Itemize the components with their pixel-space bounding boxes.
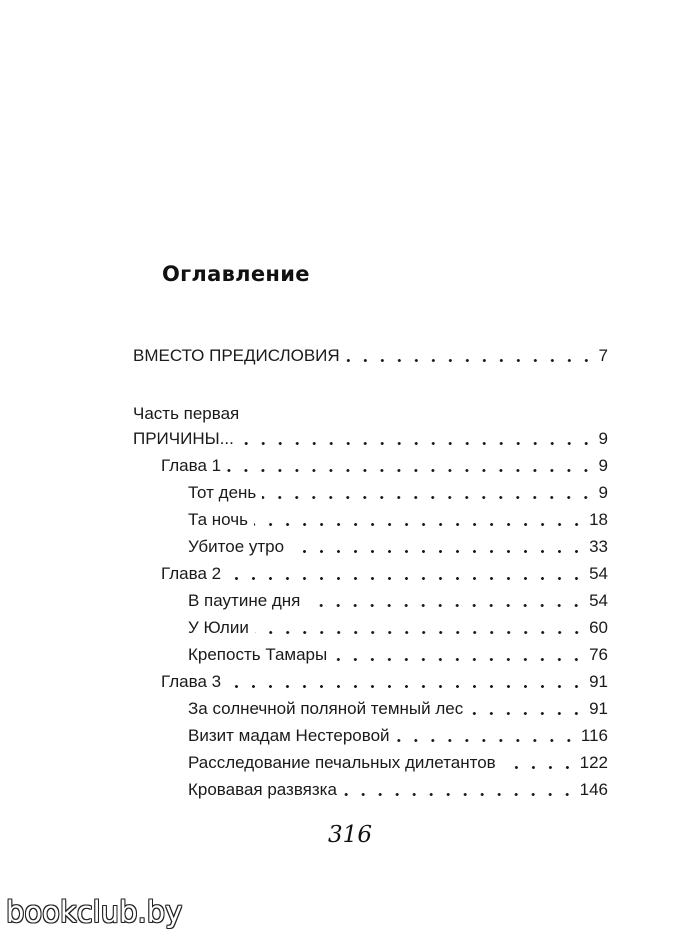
toc-entry-label: Расследование печальных дилетантов: [188, 753, 496, 772]
toc-entry-section: [188, 779, 608, 801]
toc-entry-chapter: [161, 563, 608, 585]
toc-entry-chapter: [161, 671, 608, 693]
toc-entry-label: У Юлии: [188, 618, 249, 637]
toc-page-number: 9: [598, 429, 608, 448]
toc-entry-section: [188, 644, 608, 666]
dot-leader: [290, 550, 585, 553]
dot-leader: [346, 359, 595, 362]
toc-entry-section: [188, 536, 608, 558]
toc-entry-label: Убитое утро: [188, 537, 285, 556]
toc-entry-label: За солнечной поляной темный лес: [188, 699, 464, 718]
toc-page-number: 122: [579, 753, 608, 772]
dot-leader: [306, 604, 585, 607]
toc-page-number: 76: [589, 645, 608, 664]
dot-leader: [262, 496, 594, 499]
toc-entry-label: ВМЕСТО ПРЕДИСЛОВИЯ: [133, 346, 340, 365]
toc-entry-label: Та ночь: [188, 510, 248, 529]
toc-page-number: 116: [580, 726, 608, 745]
toc-page-number: 7: [598, 346, 608, 365]
toc-entry-section: [188, 698, 608, 720]
dot-leader: [469, 712, 585, 715]
dot-leader: [343, 793, 576, 796]
toc-page-number: 60: [589, 618, 608, 637]
toc-entry-label: Крепость Тамары: [188, 645, 328, 664]
toc-page-number: 54: [589, 564, 608, 583]
dot-leader: [227, 469, 594, 472]
toc-entry-section: [188, 752, 608, 774]
toc-entry-label: Глава 2: [161, 564, 222, 583]
dot-leader: [227, 685, 585, 688]
page-title: Оглавление: [162, 262, 310, 286]
part-label: Часть первая: [133, 404, 240, 423]
toc-page-number: 9: [598, 483, 608, 502]
toc-entry-label: Глава 3: [161, 672, 222, 691]
watermark: bookclub.by: [6, 895, 183, 929]
dot-leader: [254, 523, 585, 526]
toc-page-number: 146: [579, 780, 608, 799]
toc-page-number: 18: [589, 510, 608, 529]
toc-page-number: 91: [589, 699, 608, 718]
toc-page-number: 54: [589, 591, 608, 610]
toc-entry-preface: [133, 345, 608, 367]
toc-entry-label: Глава 1: [161, 456, 222, 475]
dot-leader: [227, 577, 585, 580]
toc-entry-section: [188, 725, 608, 747]
toc-page-number: 91: [589, 672, 608, 691]
dot-leader: [333, 658, 585, 661]
toc-entry-chapter: [161, 455, 608, 477]
toc-entry-label: Кровавая развязка: [188, 780, 337, 799]
toc-entry-section: [188, 482, 608, 504]
toc-entry-part-title: [133, 428, 608, 450]
toc-entry-section: [188, 617, 608, 639]
toc-entry-label: Тот день: [188, 483, 257, 502]
dot-leader: [240, 442, 595, 445]
dot-leader: [255, 631, 585, 634]
toc-page-number: 33: [589, 537, 608, 556]
toc-entry-label: ПРИЧИНЫ...: [133, 429, 234, 448]
toc-page-number: 9: [598, 456, 608, 475]
page-number-footer: 316: [328, 822, 372, 848]
dot-leader: [502, 766, 576, 769]
dot-leader: [396, 739, 577, 742]
toc-entry-label: Визит мадам Нестеровой: [188, 726, 390, 745]
toc-entry-section: [188, 509, 608, 531]
toc-entry-section: [188, 590, 608, 612]
toc-entry-label: В паутине дня: [188, 591, 301, 610]
